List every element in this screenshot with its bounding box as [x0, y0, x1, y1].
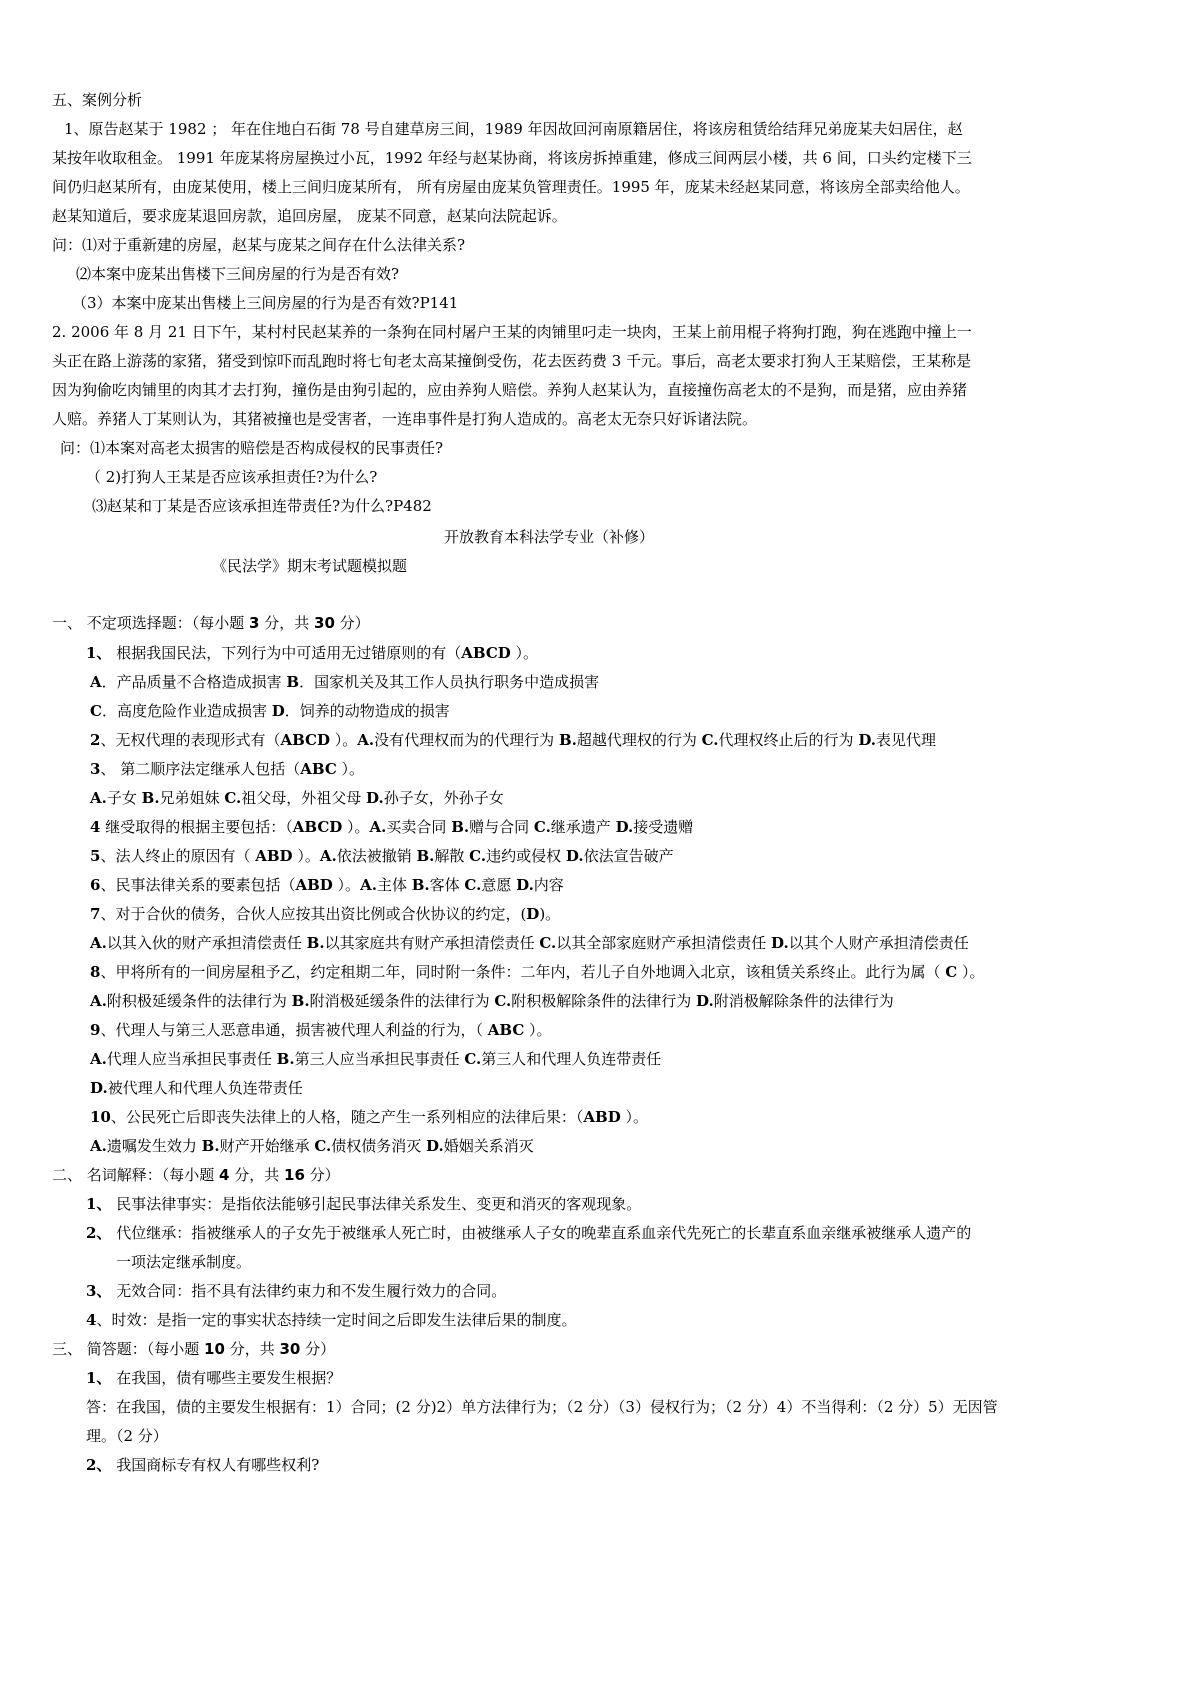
case1-line-3: 间仍归赵某所有，由庞某使用，楼上三间归庞某所有， 所有房屋由庞某负管理责任。1995 年，庞某未经赵某同意，将该房全部卖给他人。 [52, 178, 970, 196]
part2-header: 二、 名词解释：（每小题 4 分，共 16 分） [52, 1166, 340, 1184]
q10: 10、公民死亡后即丧失法律上的人格，随之产生一系列相应的法律后果：（ABD ）。 [90, 1108, 648, 1126]
q1-options-cd: C．高度危险作业造成损害 D．饲养的动物造成的损害 [90, 702, 450, 720]
case2-line-2: 头正在路上游荡的家猪，猪受到惊吓而乱跑时将七旬老太高某撞倒受伤，花去医药费 3 千元。事后，高老太要求打狗人王某赔偿，王某称是 [52, 352, 972, 370]
term-2: 2、 代位继承：指被继承人的子女先于被继承人死亡时，由被继承人子女的晚辈直系血亲代先死亡的长辈直系血亲继承被继承人遗产的 [86, 1224, 972, 1242]
exam-subtitle: 《民法学》期末考试题模拟题 [212, 557, 408, 575]
q8: 8、甲将所有的一间房屋租予乙，约定租期二年，同时附一条件：二年内，若儿子自外地调入北京，该租赁关系终止。此行为属（ C ）。 [90, 963, 985, 981]
term-1: 1、 民事法律事实：是指依法能够引起民事法律关系发生、变更和消灭的客观现象。 [86, 1195, 642, 1213]
case1-question-3: （3）本案中庞某出售楼上三间房屋的行为是否有效?P141 [72, 294, 459, 312]
case1-question-2: ⑵本案中庞某出售楼下三间房屋的行为是否有效? [76, 265, 400, 283]
case2-question-1: 问：⑴本案对高老太损害的赔偿是否构成侵权的民事责任? [60, 439, 444, 457]
q10-options: A.遗嘱发生效力 B.财产开始继承 C.债权债务消灭 D.婚姻关系消灭 [90, 1137, 534, 1155]
answer-1-line-2: 理。（2 分） [86, 1427, 168, 1445]
case1-line-4: 赵某知道后，要求庞某退回房款，追回房屋， 庞某不同意，赵某向法院起诉。 [52, 207, 567, 225]
q7-options: A.以其入伙的财产承担清偿责任 B.以其家庭共有财产承担清偿责任 C.以其全部家庭财产承担清偿责任 D.以其个人财产承担清偿责任 [90, 934, 969, 952]
q5: 5、法人终止的原因有（ ABD ）。A.依法被撤销 B.解散 C.违约或侵权 D.依法宣告破产 [90, 847, 674, 865]
case2-question-3: ⑶赵某和丁某是否应该承担连带责任?为什么?P482 [92, 497, 432, 515]
part1-header: 一、 不定项选择题：（每小题 3 分，共 30 分） [52, 614, 370, 632]
case1-line-2: 某按年收取租金。 1991 年庞某将房屋换过小瓦，1992 年经与赵某协商，将该房拆掉重建，修成三间两层小楼，共 6 间，口头约定楼下三 [52, 149, 972, 167]
q3: 3、 第二顺序法定继承人包括（ABC ）。 [90, 760, 365, 778]
case2-line-1: 2. 2006 年 8 月 21 日下午，某村村民赵某养的一条狗在同村屠户王某的肉铺里叼走一块肉，王某上前用棍子将狗打跑，狗在逃跑中撞上一 [52, 323, 972, 341]
case-section-title: 五、案例分析 [52, 91, 143, 109]
case2-line-4: 人赔。养猪人丁某则认为，其猪被撞也是受害者，一连串事件是打狗人造成的。高老太无奈只好诉诸法院。 [52, 410, 758, 428]
q7: 7、对于合伙的债务，合伙人应按其出资比例或合伙协议的约定，(D)。 [90, 905, 561, 923]
term-2-continued: 一项法定继承制度。 [116, 1253, 252, 1271]
answer-1-line-1: 答：在我国，债的主要发生根据有：1）合同；(2 分)2）单方法律行为；（2 分）（3）侵权行为；（2 分）4）不当得利：（2 分）5）无因管 [86, 1398, 998, 1416]
case1-question-1: 问：⑴对于重新建的房屋，赵某与庞某之间存在什么法律关系? [52, 236, 466, 254]
q4: 4 继受取得的根据主要包括：（ABCD ）。A.买卖合同 B.赠与合同 C.继承遗产 D.接受遗赠 [90, 818, 694, 836]
term-3: 3、 无效合同：指不具有法律约束力和不发生履行效力的合同。 [86, 1282, 507, 1300]
case2-question-2: （ 2)打狗人王某是否应该承担责任?为什么? [86, 468, 378, 486]
q1-options-ab: A．产品质量不合格造成损害 B．国家机关及其工作人员执行职务中造成损害 [90, 673, 600, 691]
case1-line-1: 1、原告赵某于 1982 ； 年在住地白石街 78 号自建草房三间，1989 年因故回河南原籍居住，将该房租赁给结拜兄弟庞某夫妇居住，赵 [64, 120, 963, 138]
q9-options-abc: A.代理人应当承担民事责任 B.第三人应当承担民事责任 C.第三人和代理人负连带责任 [90, 1050, 662, 1068]
short-question-1: 1、 在我国，债有哪些主要发生根据？ [86, 1369, 342, 1387]
q3-options: A.子女 B.兄弟姐妹 C.祖父母，外祖父母 D.孙子女，外孙子女 [90, 789, 504, 807]
exam-title: 开放教育本科法学专业（补修） [444, 528, 655, 546]
term-4: 4、时效：是指一定的事实状态持续一定时间之后即发生法律后果的制度。 [86, 1311, 577, 1329]
q1: 1、 根据我国民法，下列行为中可适用无过错原则的有（ABCD ）。 [86, 644, 539, 662]
short-question-2: 2、 我国商标专有权人有哪些权利? [86, 1456, 320, 1474]
q2: 2、无权代理的表现形式有（ABCD ）。A.没有代理权而为的代理行为 B.超越代理权的行为 C.代理权终止后的行为 D.表见代理 [90, 731, 937, 749]
case2-line-3: 因为狗偷吃肉铺里的肉其才去打狗，撞伤是由狗引起的，应由养狗人赔偿。养狗人赵某认为，直接撞伤高老太的不是狗，而是猪，应由养猪 [52, 381, 968, 399]
q9-option-d: D.被代理人和代理人负连带责任 [90, 1079, 303, 1097]
q9: 9、代理人与第三人恶意串通，损害被代理人利益的行为，（ ABC ）。 [90, 1021, 552, 1039]
q8-options: A.附积极延缓条件的法律行为 B.附消极延缓条件的法律行为 C.附积极解除条件的法律行为 D.附消极解除条件的法律行为 [90, 992, 894, 1010]
q6: 6、民事法律关系的要素包括（ABD ）。A.主体 B.客体 C.意愿 D.内容 [90, 876, 564, 894]
part3-header: 三、 简答题：（每小题 10 分，共 30 分） [52, 1340, 336, 1358]
